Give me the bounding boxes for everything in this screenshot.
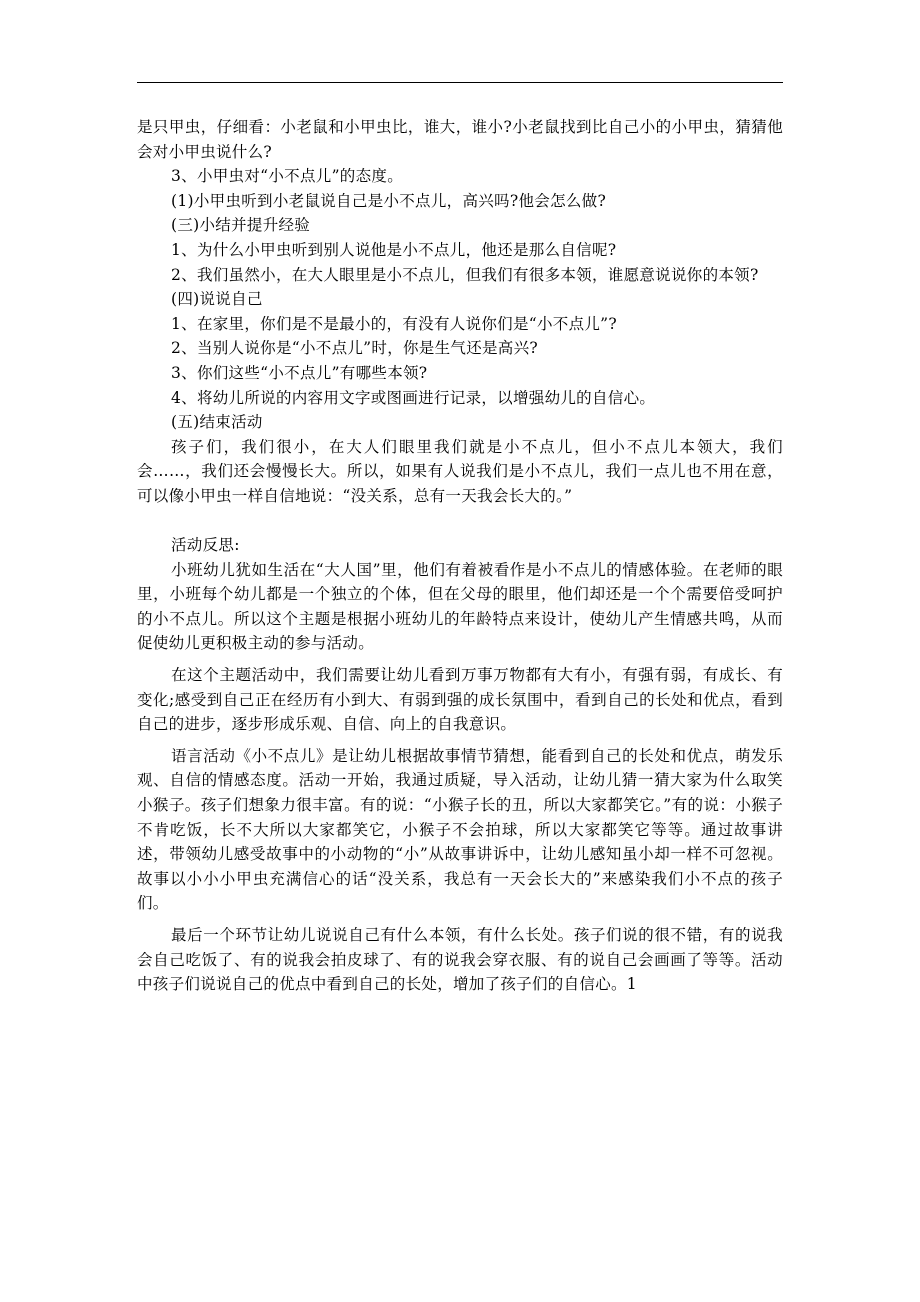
- paragraph: (1)小甲虫听到小老鼠说自己是小不点儿，高兴吗?他会怎么做?: [171, 191, 607, 210]
- paragraph: 3、你们这些“小不点儿”有哪些本领?: [171, 363, 428, 382]
- document-body: [137, 115, 783, 997]
- paragraph: 1、为什么小甲虫听到别人说他是小不点儿，他还是那么自信呢?: [171, 240, 617, 259]
- paragraph: 1、在家里，你们是不是最小的，有没有人说你们是“小不点儿”?: [171, 314, 618, 333]
- paragraph: 2、当别人说你是“小不点儿”时，你是生气还是高兴?: [171, 339, 539, 358]
- paragraph: 孩子们，我们很小，在大人们眼里我们就是小不点儿，但小不点儿本领大，我们会……，我们还会慢慢长大。所以，如果有人说我们是小不点儿，我们一点儿也不用在意，可以像小甲虫一样自信地说：“没关系，总有一天我会长大的。”: [137, 437, 783, 505]
- paragraph: 在这个主题活动中，我们需要让幼儿看到万事万物都有大有小，有强有弱，有成长、有变化;感受到自己正在经历有小到大、有弱到强的成长氛围中，看到自己的长处和优点，看到自己的进步，逐步形成乐观、自信、向上的自我意识。: [137, 666, 783, 734]
- paragraph: 语言活动《小不点儿》是让幼儿根据故事情节猜想，能看到自己的长处和优点，萌发乐观、自信的情感态度。活动一开始，我通过质疑，导入活动，让幼儿猜一猜大家为什么取笑小猴子。孩子们想象力很丰富。有的说：“小猴子长的丑，所以大家都笑它。”有的说：小猴子不肯吃饭，长不大所以大家都笑它，小猴子不会拍球，所以大家都笑它等等。通过故事讲述，带领幼儿感受故事中的小动物的“小”从故事讲诉中，让幼儿感知虽小却一样不可忽视。故事以小小小甲虫充满信心的话“没关系，我总有一天会长大的”来感染我们小不点的孩子们。: [137, 746, 783, 913]
- paragraph: 3、小甲虫对“小不点儿”的态度。: [171, 167, 404, 186]
- section-heading: (五)结束活动: [171, 413, 263, 432]
- header-rule: [137, 82, 783, 83]
- paragraph: 4、将幼儿所说的内容用文字或图画进行记录，以增强幼儿的自信心。: [171, 388, 656, 407]
- paragraph: 最后一个环节让幼儿说说自己有什么本领，有什么长处。孩子们说的很不错，有的说我会自己吃饭了、有的说我会拍皮球了、有的说我会穿衣服、有的说自己会画画了等等。活动中孩子们说说自己的优点中看到自己的长处，增加了孩子们的自信心。1: [137, 926, 783, 994]
- paragraph: 是只甲虫，仔细看：小老鼠和小甲虫比，谁大，谁小?小老鼠找到比自己小的小甲虫，猜猜他会对小甲虫说什么?: [137, 118, 783, 161]
- section-heading: (四)说说自己: [171, 290, 263, 309]
- reflection-heading: 活动反思:: [171, 536, 240, 555]
- section-heading: (三)小结并提升经验: [171, 216, 311, 235]
- paragraph: 2、我们虽然小，在大人眼里是小不点儿，但我们有很多本领，谁愿意说说你的本领?: [171, 265, 759, 284]
- paragraph: 小班幼儿犹如生活在“大人国”里，他们有着被看作是小不点儿的情感体验。在老师的眼里，小班每个幼儿都是一个独立的个体，但在父母的眼里，他们却还是一个个需要倍受呵护的小不点儿。所以这个主题是根据小班幼儿的年龄特点来设计，使幼儿产生情感共鸣，从而促使幼儿更积极主动的参与活动。: [137, 560, 783, 653]
- blank-line: [137, 509, 783, 534]
